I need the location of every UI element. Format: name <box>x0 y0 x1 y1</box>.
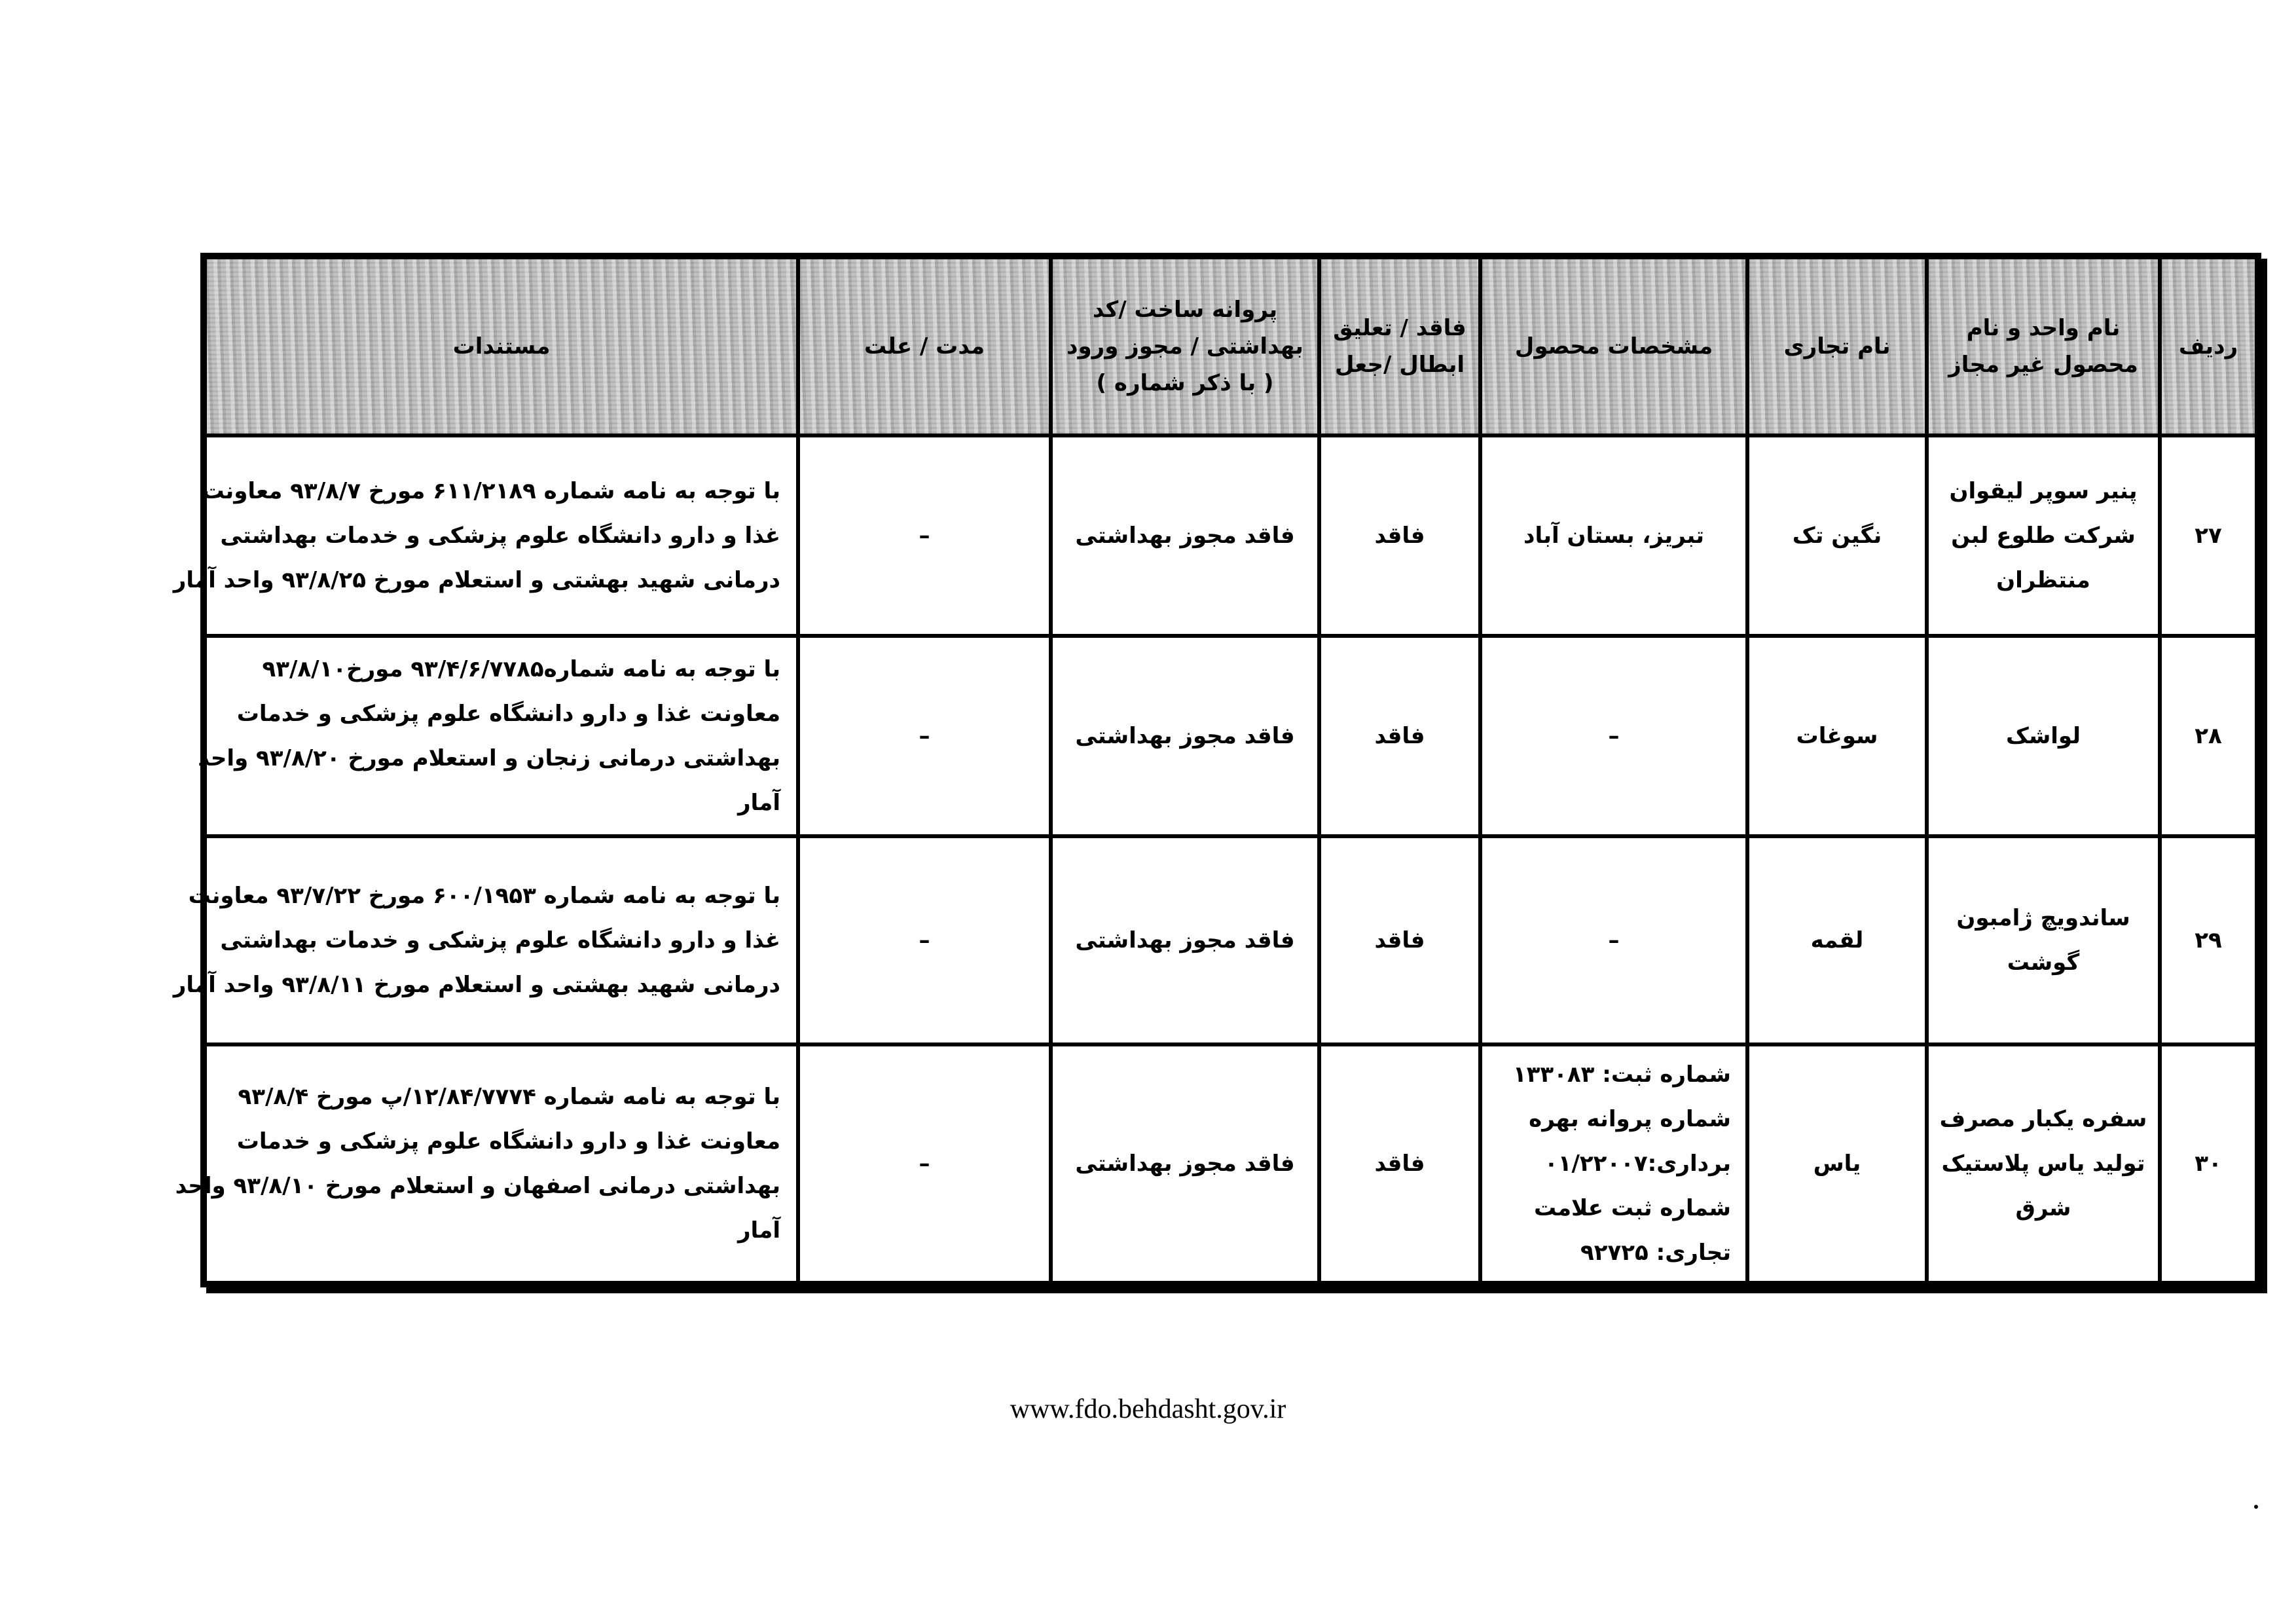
unit-name-cell: ساندویچ ژامبون گوشت <box>1927 836 2160 1044</box>
row-no-cell: ۲۹ <box>2160 836 2257 1044</box>
duration-cell: – <box>798 435 1051 636</box>
brand-cell: یاس <box>1747 1044 1927 1283</box>
specs-cell: – <box>1480 836 1747 1044</box>
documents-cell: با توجه به نامه شماره ۱۲/۸۴/۷۷۷۴/پ مورخ ۹۳/۸/۴ معاونت غذا و دارو دانشگاه علوم پزشکی و خدمات بهداشتی درمانی اصفهان و استعلام مورخ ۹۳/۸/۱۰ واحد آمار <box>205 1044 798 1283</box>
documents-cell: با توجه به نامه شماره ۶۱۱/۲۱۸۹ مورخ ۹۳/۸/۷ معاونت غذا و دارو دانشگاه علوم پزشکی و خدمات بهداشتی درمانی شهید بهشتی و استعلام مورخ ۹۳/۸/۲۵ واحد آمار <box>205 435 798 636</box>
header-unit-name: نام واحد و نام محصول غیر مجاز <box>1927 257 2160 435</box>
brand-cell: نگین تک <box>1747 435 1927 636</box>
status-cell: فاقد <box>1319 1044 1480 1283</box>
specs-cell: – <box>1480 636 1747 836</box>
status-cell: فاقد <box>1319 836 1480 1044</box>
documents-cell: با توجه به نامه شماره ۶۰۰/۱۹۵۳ مورخ ۹۳/۷/۲۲ معاونت غذا و دارو دانشگاه علوم پزشکی و خدمات بهداشتی درمانی شهید بهشتی و استعلام مورخ ۹۳/۸/۱۱ واحد آمار <box>205 836 798 1044</box>
unit-name-cell: پنیر سوپر لیقوان شرکت طلوع لبن منتظران <box>1927 435 2160 636</box>
duration-cell: – <box>798 1044 1051 1283</box>
license-cell: فاقد مجوز بهداشتی <box>1051 435 1319 636</box>
header-specs: مشخصات محصول <box>1480 257 1747 435</box>
row-no-cell: ۳۰ <box>2160 1044 2257 1283</box>
duration-cell: – <box>798 636 1051 836</box>
unit-name-cell: سفره یکبار مصرف تولید یاس پلاستیک شرق <box>1927 1044 2160 1283</box>
header-brand: نام تجاری <box>1747 257 1927 435</box>
status-cell: فاقد <box>1319 435 1480 636</box>
row-no-cell: ۲۷ <box>2160 435 2257 636</box>
stray-dot <box>2254 1505 2258 1509</box>
header-documents: مستندات <box>205 257 798 435</box>
row-no-cell: ۲۸ <box>2160 636 2257 836</box>
header-row-no: ردیف <box>2160 257 2257 435</box>
table-row <box>205 636 2257 836</box>
header-row <box>205 257 2257 435</box>
unit-name-cell: لواشک <box>1927 636 2160 836</box>
table-row <box>205 836 2257 1044</box>
header-status: فاقد / تعلیق ابطال /جعل <box>1319 257 1480 435</box>
specs-cell: شماره ثبت: ۱۳۳۰۸۳ شماره پروانه بهره برداری:۰۱/۲۲۰۰۷ شماره ثبت علامت تجاری: ۹۲۷۲۵ <box>1480 1044 1747 1283</box>
banned-products-table <box>173 253 2261 1287</box>
status-cell: فاقد <box>1319 636 1480 836</box>
license-cell: فاقد مجوز بهداشتی <box>1051 1044 1319 1283</box>
table-row <box>205 1044 2257 1283</box>
table-row <box>205 435 2257 636</box>
duration-cell: – <box>798 836 1051 1044</box>
header-license: پروانه ساخت /کد بهداشتی / مجوز ورود ( با ذکر شماره ) <box>1051 257 1319 435</box>
license-cell: فاقد مجوز بهداشتی <box>1051 836 1319 1044</box>
footer-url: www.fdo.behdasht.gov.ir <box>1010 1394 1286 1424</box>
header-duration: مدت / علت <box>798 257 1051 435</box>
specs-cell: تبریز، بستان آباد <box>1480 435 1747 636</box>
license-cell: فاقد مجوز بهداشتی <box>1051 636 1319 836</box>
documents-cell: با توجه به نامه شماره۹۳/۴/۶/۷۷۸۵ مورخ۹۳/۸/۱۰ معاونت غذا و دارو دانشگاه علوم پزشکی و خدمات بهداشتی درمانی زنجان و استعلام مورخ ۹۳/۸/۲۰ واحد آمار <box>205 636 798 836</box>
brand-cell: سوغات <box>1747 636 1927 836</box>
brand-cell: لقمه <box>1747 836 1927 1044</box>
